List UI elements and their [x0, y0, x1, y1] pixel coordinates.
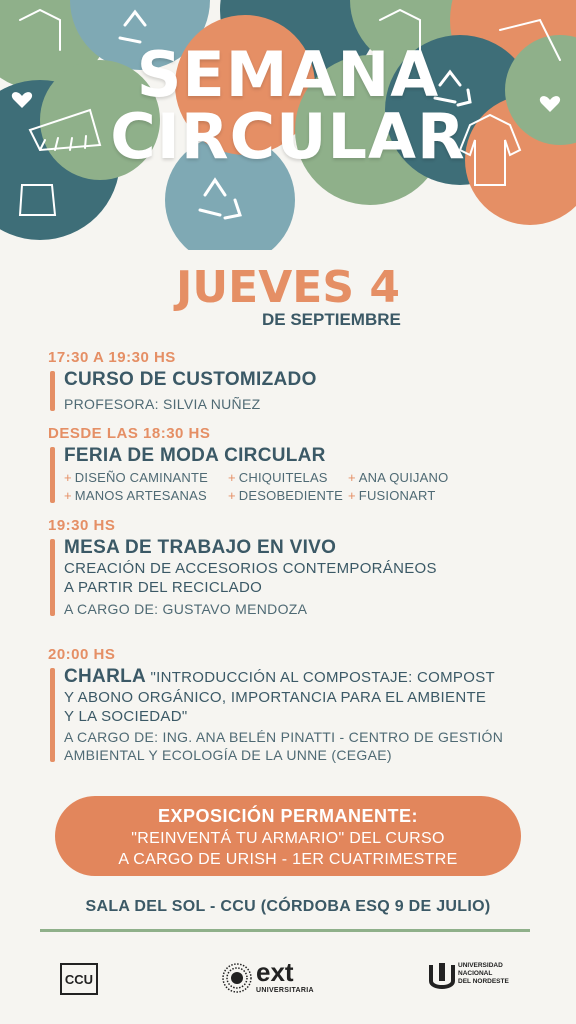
event-time: 20:00 HS: [48, 646, 116, 663]
event-description-2: Y ABONO ORGÁNICO, IMPORTANCIA PARA EL AMBIENTE: [64, 689, 487, 706]
exhibition-banner: [55, 796, 521, 876]
title-line-2: CIRCULAR: [110, 100, 466, 173]
exhibition-line-2: A CARGO DE URISH - 1ER CUATRIMESTRE: [118, 851, 458, 868]
unne-logo: [428, 961, 518, 995]
event-detail: A CARGO DE: GUSTAVO MENDOZA: [64, 601, 308, 617]
venue: SALA DEL SOL - CCU (CÓRDOBA ESQ 9 DE JULIO): [85, 898, 491, 915]
event-block: [48, 445, 548, 505]
ccu-logo: [60, 963, 98, 995]
event-topic: "INTRODUCCIÓN AL COMPOSTAJE: COMPOST: [150, 669, 495, 686]
accent-bar: [50, 371, 55, 411]
event-month: DE SEPTIEMBRE: [262, 310, 401, 329]
sun-icon: [220, 961, 254, 995]
event-feria: [48, 425, 548, 505]
event-customizado: [48, 349, 548, 413]
event-block: [48, 666, 548, 764]
event-time: DESDE LAS 18:30 HS: [48, 425, 211, 442]
brand-item: + CHIQUITELAS: [228, 470, 328, 485]
event-description-1: [64, 666, 548, 688]
event-block: [48, 537, 548, 618]
brand-item: + MANOS ARTESANAS: [64, 488, 207, 503]
event-description-3: Y LA SOCIEDAD": [64, 708, 188, 725]
event-detail-1: A CARGO DE: ING. ANA BELÉN PINATTI - CENTRO DE GESTIÓN: [64, 729, 504, 745]
event-name: CURSO DE CUSTOMIZADO: [64, 369, 317, 390]
event-description-2: A PARTIR DEL RECICLADO: [64, 579, 263, 596]
ext-logo-text: ext: [256, 957, 294, 987]
event-charla: [48, 646, 548, 764]
exhibition-line-1: "REINVENTÁ TU ARMARIO" DEL CURSO: [131, 830, 445, 847]
event-time: 19:30 HS: [48, 517, 116, 534]
accent-bar: [50, 447, 55, 503]
event-day: JUEVES 4: [176, 262, 400, 313]
exhibition-title: EXPOSICIÓN PERMANENTE:: [157, 806, 419, 826]
unne-emblem-icon: [428, 961, 456, 995]
title-line-1: SEMANA: [136, 38, 440, 111]
brand-item: + DISEÑO CAMINANTE: [64, 470, 209, 485]
event-name: MESA DE TRABAJO EN VIVO: [64, 537, 337, 558]
brand-item: + FUSIONART: [348, 488, 436, 503]
event-detail-2: AMBIENTAL Y ECOLOGÍA DE LA UNNE (CEGAE): [64, 747, 392, 763]
event-name: CHARLA: [64, 666, 147, 687]
ccu-logo-text: CCU: [64, 971, 94, 987]
event-description-1: CREACIÓN DE ACCESORIOS CONTEMPORÁNEOS: [64, 560, 437, 577]
brand-item: + DESOBEDIENTE: [228, 488, 344, 503]
ext-universitaria-logo: [220, 959, 316, 999]
brand-list: [64, 469, 548, 505]
event-detail: PROFESORA: SILVIA NUÑEZ: [64, 396, 261, 412]
event-time: 17:30 A 19:30 HS: [48, 349, 176, 366]
divider: [40, 929, 530, 932]
accent-bar: [50, 668, 55, 762]
unne-logo-text: UNIVERSIDAD NACIONAL DEL NORDESTE: [458, 962, 509, 985]
header-banner: [0, 0, 576, 250]
brand-item: + ANA QUIJANO: [348, 470, 449, 485]
accent-bar: [50, 539, 55, 616]
event-mesa: [48, 517, 548, 618]
event-block: [48, 369, 548, 413]
event-name: FERIA DE MODA CIRCULAR: [64, 445, 326, 466]
ext-logo-subtext: UNIVERSITARIA: [256, 987, 314, 994]
